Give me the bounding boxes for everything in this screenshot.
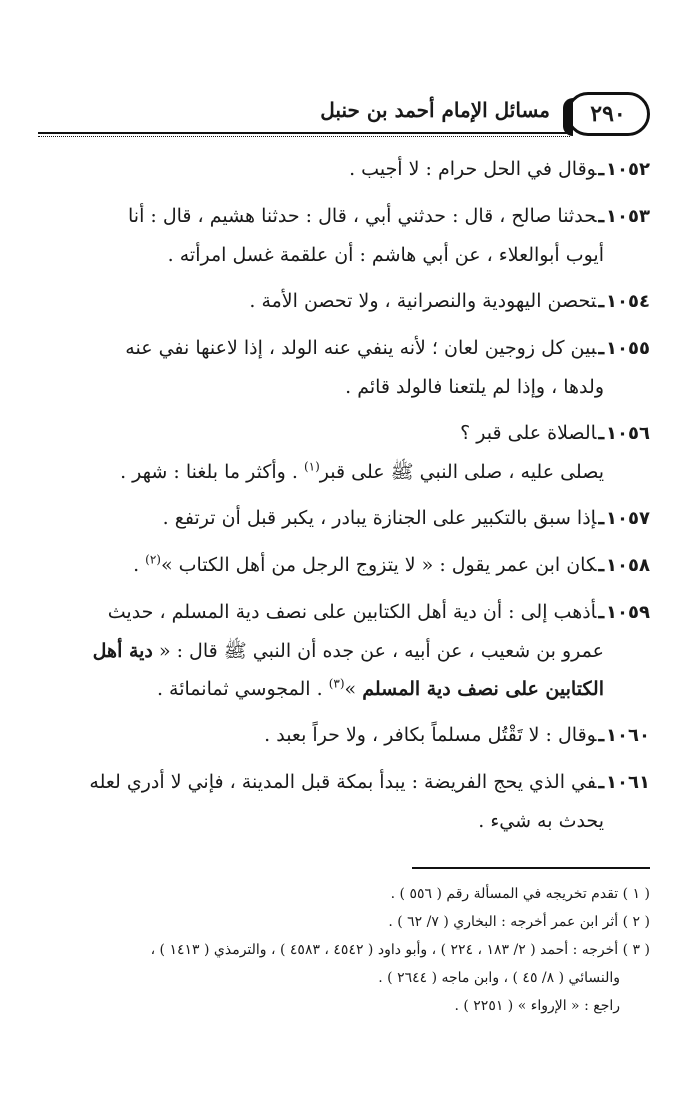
entry-text: وقال في الحل حرام : لا أجيب . xyxy=(349,158,597,180)
footnote-ref-2[interactable]: (٢) xyxy=(145,552,161,567)
page-number-badge xyxy=(566,92,650,136)
footnote-3: ( ٣ ) أخرجه : أحمد ( ٢/ ١٨٣ ، ٢٢٤ ) ، وأبو داود ( ٤٥٤٢ ، ٤٥٨٣ ) ، والترمذي ( ١٤١٣ ) ، xyxy=(150,942,650,958)
entry-text: الصلاة على قبر ؟ xyxy=(460,422,597,444)
entry-number: ١٠٦٠ xyxy=(606,725,650,746)
footnote-3-cont: والنسائي ( ٨/ ٤٥ ) ، وابن ماجه ( ٢٦٤٤ ) . xyxy=(378,970,620,986)
footnote-ref-3[interactable]: (٣) xyxy=(328,676,345,691)
entry-answer xyxy=(44,453,650,491)
entry-1058: ١٠٥٨ـكان ابن عمر يقول : « لا يتزوج الرجل من أهل الكتاب »$^{(٢)}$ . xyxy=(133,552,650,576)
entry-number: ١٠٥٨ xyxy=(606,555,650,576)
entry-text: تحصن اليهودية والنصرانية ، ولا تحصن الأمة . xyxy=(249,290,597,312)
entry-text: كان ابن عمر يقول : « لا يتزوج الرجل من أهل الكتاب » xyxy=(160,554,597,576)
entry-text: إذا سبق بالتكبير على الجنازة يبادر ، يكبر قبل أن ترتفع . xyxy=(162,507,597,529)
quote-close: » xyxy=(344,678,363,700)
entry-text-tail: . xyxy=(133,554,146,576)
entry-text: وقال : لا تَقْتُل مسلماً بكافر ، ولا حراً بعبد . xyxy=(264,724,597,746)
entry-continuation xyxy=(44,632,650,670)
entry-continuation-2 xyxy=(44,670,650,708)
entry-text: أذهب إلى : أن دية أهل الكتابين على نصف دية المسلم ، حديث xyxy=(107,601,597,623)
entry-1061: ١٠٦١ـفي الذي يحج الفريضة : يبدأ بمكة قبل المدينة ، فإني لا أدري لعله يحدث به شيء . xyxy=(44,763,650,840)
entry-1052: ١٠٥٢ـوقال في الحل حرام : لا أجيب . xyxy=(349,158,650,180)
main-text xyxy=(44,150,650,848)
entry-number: ١٠٥٦ xyxy=(606,423,650,444)
entry-1054: ١٠٥٤ـتحصن اليهودية والنصرانية ، ولا تحصن الأمة . xyxy=(249,290,650,312)
entry-1053: ١٠٥٣ـحدثنا صالح ، قال : حدثني أبي ، قال : حدثنا هشيم ، قال : أنا أيوب أبوالعلاء ، عن أبي هاشم : أن علقمة غسل امرأته . xyxy=(44,197,650,274)
answer-text: يصلى عليه ، صلى النبي ﷺ على قبر xyxy=(319,461,604,483)
entry-number: ١٠٦١ xyxy=(606,772,650,793)
hadith-quote: دية أهل xyxy=(92,640,153,662)
entry-continuation: يحدث به شيء . xyxy=(478,810,604,832)
entry-number: ١٠٥٤ xyxy=(606,291,650,312)
footnote-ref-1[interactable]: (١) xyxy=(303,459,320,474)
entry-1059: ١٠٥٩ـأذهب إلى : أن دية أهل الكتابين على نصف دية المسلم ، حديث عمرو بن شعيب ، عن أبيه ، عن جده أن النبي ﷺ قال : « دية أهل الكتابين على نصف دية المسلم »$^{(٣)}$ . المجوسي ثمانمائة . xyxy=(44,593,650,708)
footnote-divider xyxy=(412,867,650,869)
page-number: ٢٩٠ xyxy=(590,101,626,127)
entry-text: في الذي يحج الفريضة : يبدأ بمكة قبل المدينة ، فإني لا أدري لعله xyxy=(89,771,597,793)
entry-number: ١٠٥٢ xyxy=(606,159,650,180)
running-title: مسائل الإمام أحمد بن حنبل xyxy=(320,98,550,122)
entry-number: ١٠٥٩ xyxy=(606,602,650,623)
continuation-text: عمرو بن شعيب ، عن أبيه ، عن جده أن النبي ﷺ قال : « xyxy=(152,640,604,662)
footnote-3-ref: راجع : « الإرواء » ( ٢٢٥١ ) . xyxy=(454,998,620,1014)
entry-number: ١٠٥٧ xyxy=(606,508,650,529)
answer-text-tail: . وأكثر ما بلغنا : شهر . xyxy=(120,461,304,483)
entry-1056: ١٠٥٦ـالصلاة على قبر ؟ يصلى عليه ، صلى النبي ﷺ على قبر$^{(١)}$ . وأكثر ما بلغنا : شهر . xyxy=(44,414,650,491)
header-divider xyxy=(38,132,570,137)
entry-text: حدثنا صالح ، قال : حدثني أبي ، قال : حدثنا هشيم ، قال : أنا xyxy=(128,205,597,227)
entry-1060: ١٠٦٠ـوقال : لا تَقْتُل مسلماً بكافر ، ولا حراً بعبد . xyxy=(264,724,650,746)
entry-1055: ١٠٥٥ـبين كل زوجين لعان ؛ لأنه ينفي عنه الولد ، إذا لاعنها نفي عنه ولدها ، وإذا لم يلتعنا فالولد قائم . xyxy=(44,329,650,406)
hadith-quote-cont: الكتابين على نصف دية المسلم xyxy=(362,678,604,700)
entry-number: ١٠٥٥ xyxy=(606,338,650,359)
page-header xyxy=(38,92,650,138)
footnote-2: ( ٢ ) أثر ابن عمر أخرجه : البخاري ( ٧/ ٦٢ ) . xyxy=(388,914,650,930)
continuation-tail: . المجوسي ثمانمائة . xyxy=(156,678,329,700)
footnote-1: ( ١ ) تقدم تخريجه في المسألة رقم ( ٥٥٦ ) . xyxy=(390,886,650,902)
entry-1057: ١٠٥٧ـإذا سبق بالتكبير على الجنازة يبادر ، يكبر قبل أن ترتفع . xyxy=(162,507,650,529)
entry-continuation: أيوب أبوالعلاء ، عن أبي هاشم : أن علقمة غسل امرأته . xyxy=(167,244,604,266)
entry-number: ١٠٥٣ xyxy=(606,206,650,227)
footnotes xyxy=(44,880,650,1020)
entry-continuation: ولدها ، وإذا لم يلتعنا فالولد قائم . xyxy=(345,376,604,398)
entry-text: بين كل زوجين لعان ؛ لأنه ينفي عنه الولد ، إذا لاعنها نفي عنه xyxy=(125,337,597,359)
